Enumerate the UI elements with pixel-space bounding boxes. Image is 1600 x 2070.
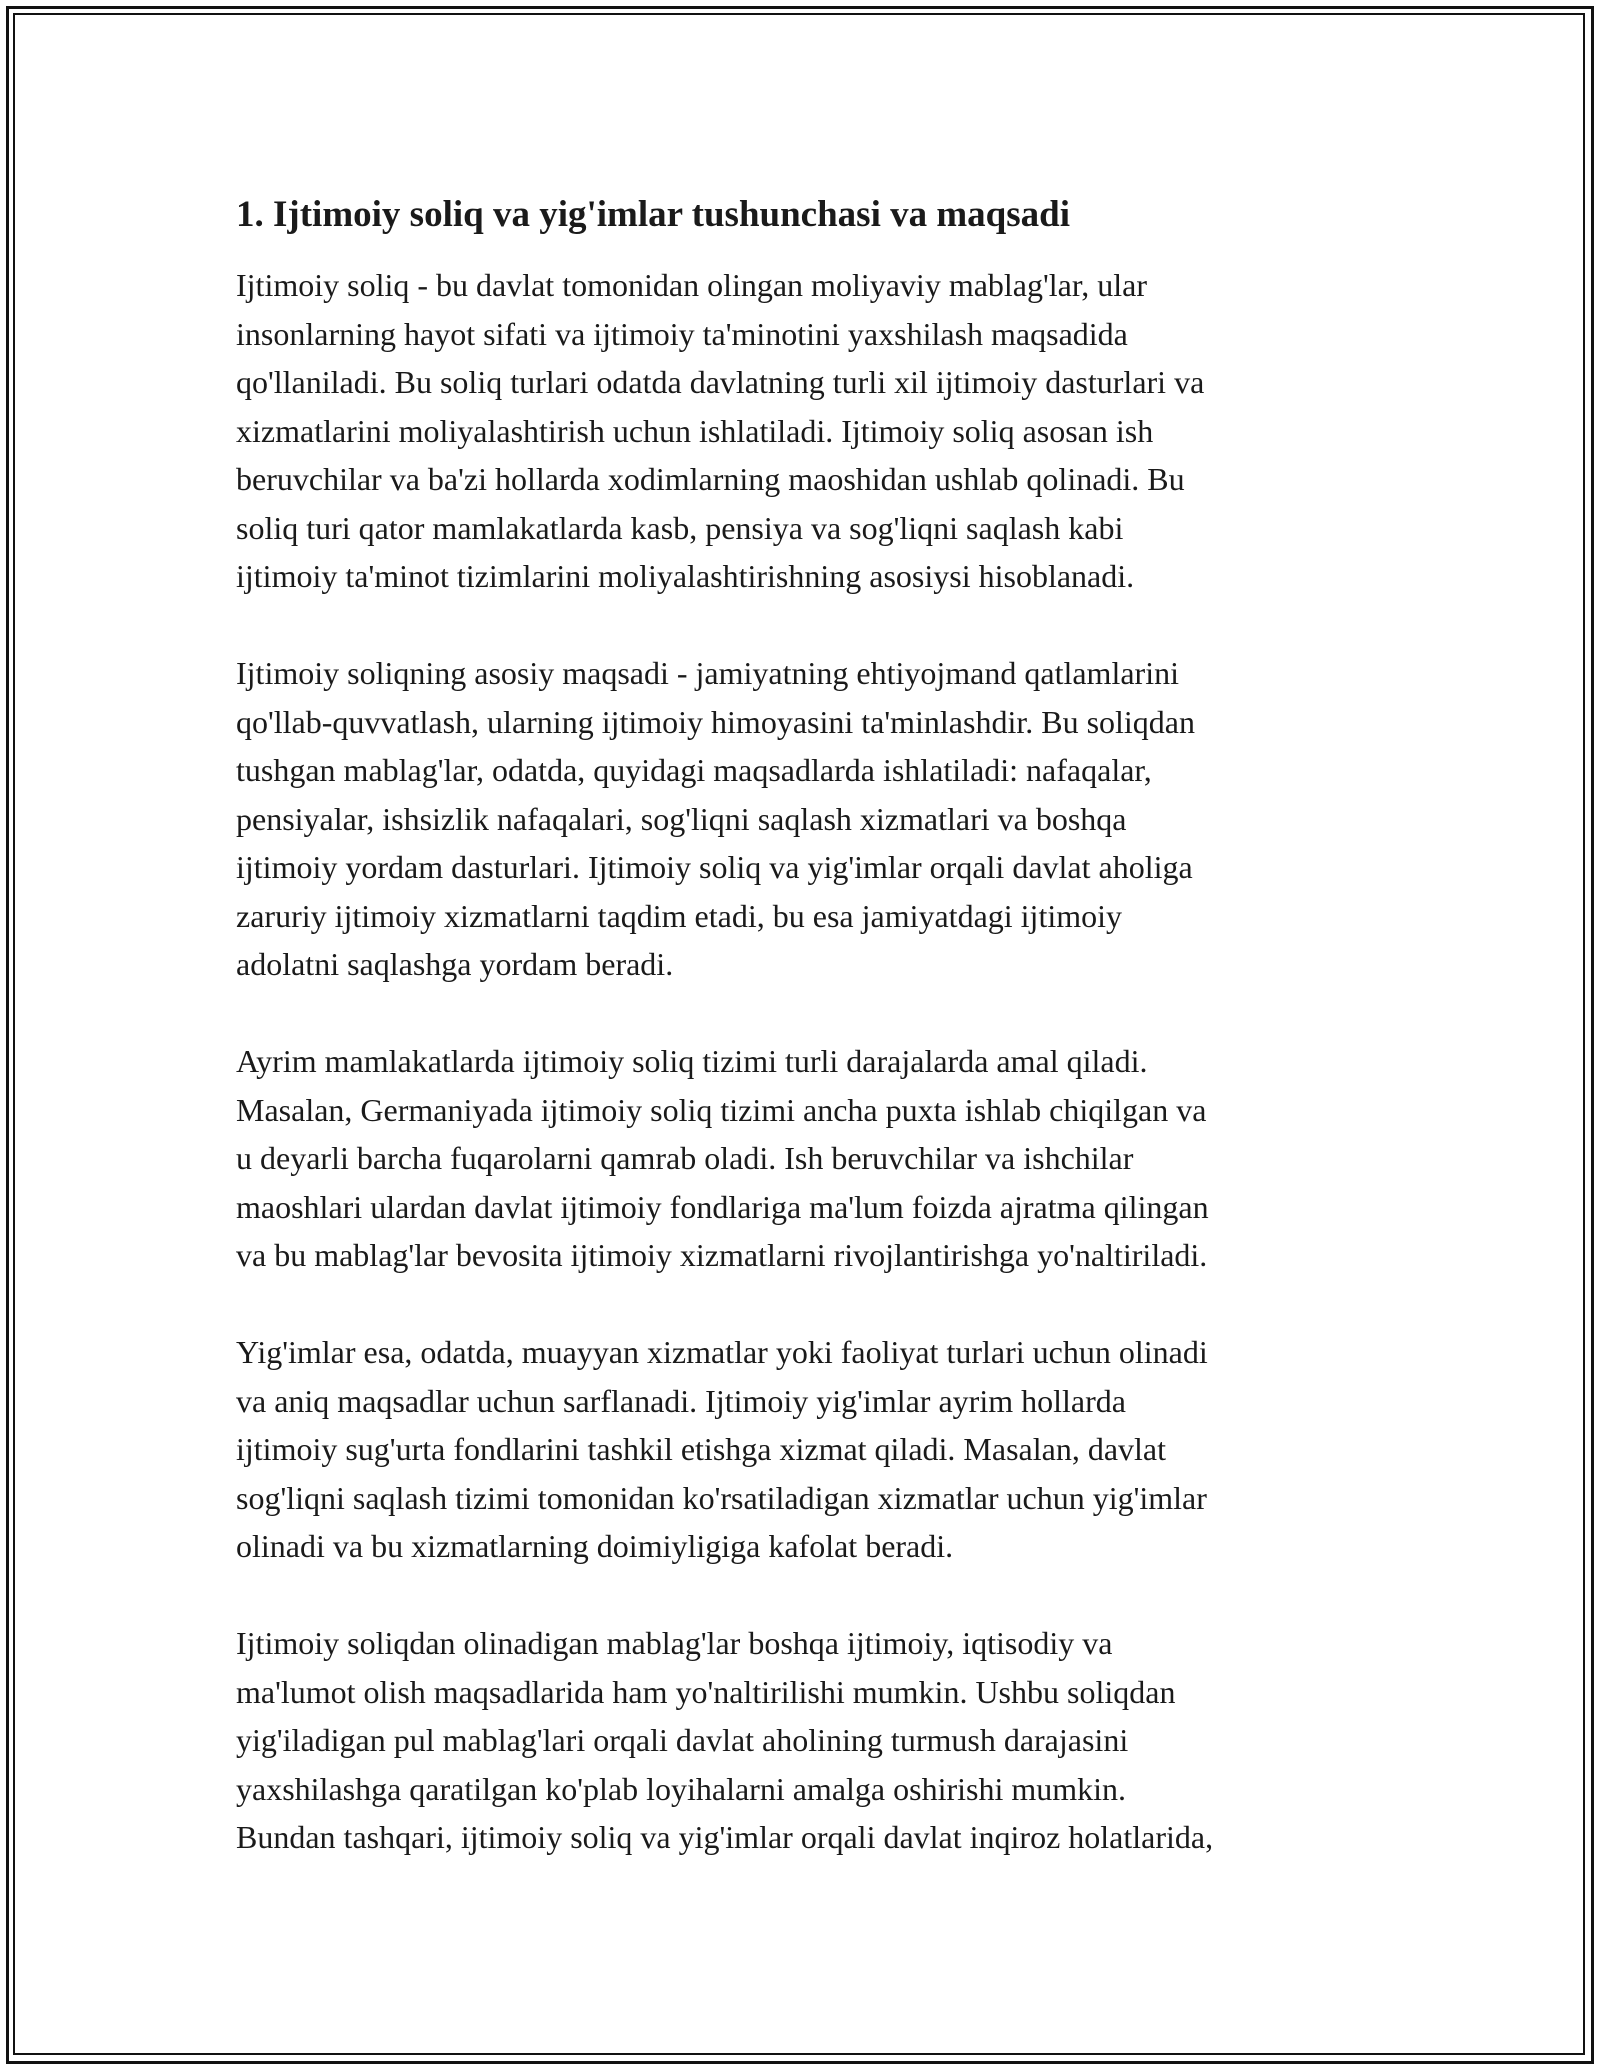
- paragraph-2: Ijtimoiy soliqning asosiy maqsadi - jamiyatning ehtiyojmand qatlamlarini qo'llab-quvvatlash, ularning ijtimoiy himoyasini ta'minlashdir. Bu soliqdan tushgan mablag'lar, odatda, quyidagi maqsadlarda ishlatiladi: nafaqalar, pensiyalar, ishsizlik nafaqalari, sog'liqni saqlash xizmatlari va boshqa ijtimoiy yordam dasturlari. Ijtimoiy soliq va yig'imlar orqali davlat aholiga zaruriy ijtimoiy xizmatlarni taqdim etadi, bu esa jamiyatdagi ijtimoiy adolatni saqlashga yordam beradi.: [236, 655, 1195, 982]
- section-heading: 1. Ijtimoiy soliq va yig'imlar tushunchasi va maqsadi: [236, 194, 1071, 235]
- paragraph-5: Ijtimoiy soliqdan olinadigan mablag'lar boshqa ijtimoiy, iqtisodiy va ma'lumot olish maqsadlarida ham yo'naltirilishi mumkin. Ushbu soliqdan yig'iladigan pul mablag'lari orqali davlat aholining turmush darajasini yaxshilashga qaratilgan ko'plab loyihalarni amalga oshirishi mumkin. Bundan tashqari, ijtimoiy soliq va yig'imlar orqali davlat inqiroz holatlarida,: [236, 1625, 1214, 1855]
- paragraph-1: Ijtimoiy soliq - bu davlat tomonidan olingan moliyaviy mablag'lar, ular insonlarning hayot sifati va ijtimoiy ta'minotini yaxshilash maqsadida qo'llaniladi. Bu soliq turlari odatda davlatning turli xil ijtimoiy dasturlari va xizmatlarini moliyalashtirish uchun ishlatiladi. Ijtimoiy soliq asosan ish beruvchilar va ba'zi hollarda xodimlarning maoshidan ushlab qolinadi. Bu soliq turi qator mamlakatlarda kasb, pensiya va sog'liqni saqlash kabi ijtimoiy ta'minot tizimlarini moliyalashtirishning asosiysi hisoblanadi.: [236, 267, 1205, 594]
- paragraph-3: Ayrim mamlakatlarda ijtimoiy soliq tizimi turli darajalarda amal qiladi. Masalan, Germaniyada ijtimoiy soliq tizimi ancha puxta ishlab chiqilgan va u deyarli barcha fuqarolarni qamrab oladi. Ish beruvchilar va ishchilar maoshlari ulardan davlat ijtimoiy fondlariga ma'lum foizda ajratma qilingan va bu mablag'lar bevosita ijtimoiy xizmatlarni rivojlantirishga yo'naltiriladi.: [236, 1043, 1209, 1273]
- document-body: [236, 187, 1386, 1910]
- paragraph-4: Yig'imlar esa, odatda, muayyan xizmatlar yoki faoliyat turlari uchun olinadi va aniq maqsadlar uchun sarflanadi. Ijtimoiy yig'imlar ayrim hollarda ijtimoiy sug'urta fondlarini tashkil etishga xizmat qiladi. Masalan, davlat sog'liqni saqlash tizimi tomonidan ko'rsatiladigan xizmatlar uchun yig'imlar olinadi va bu xizmatlarning doimiyligiga kafolat beradi.: [236, 1334, 1208, 1564]
